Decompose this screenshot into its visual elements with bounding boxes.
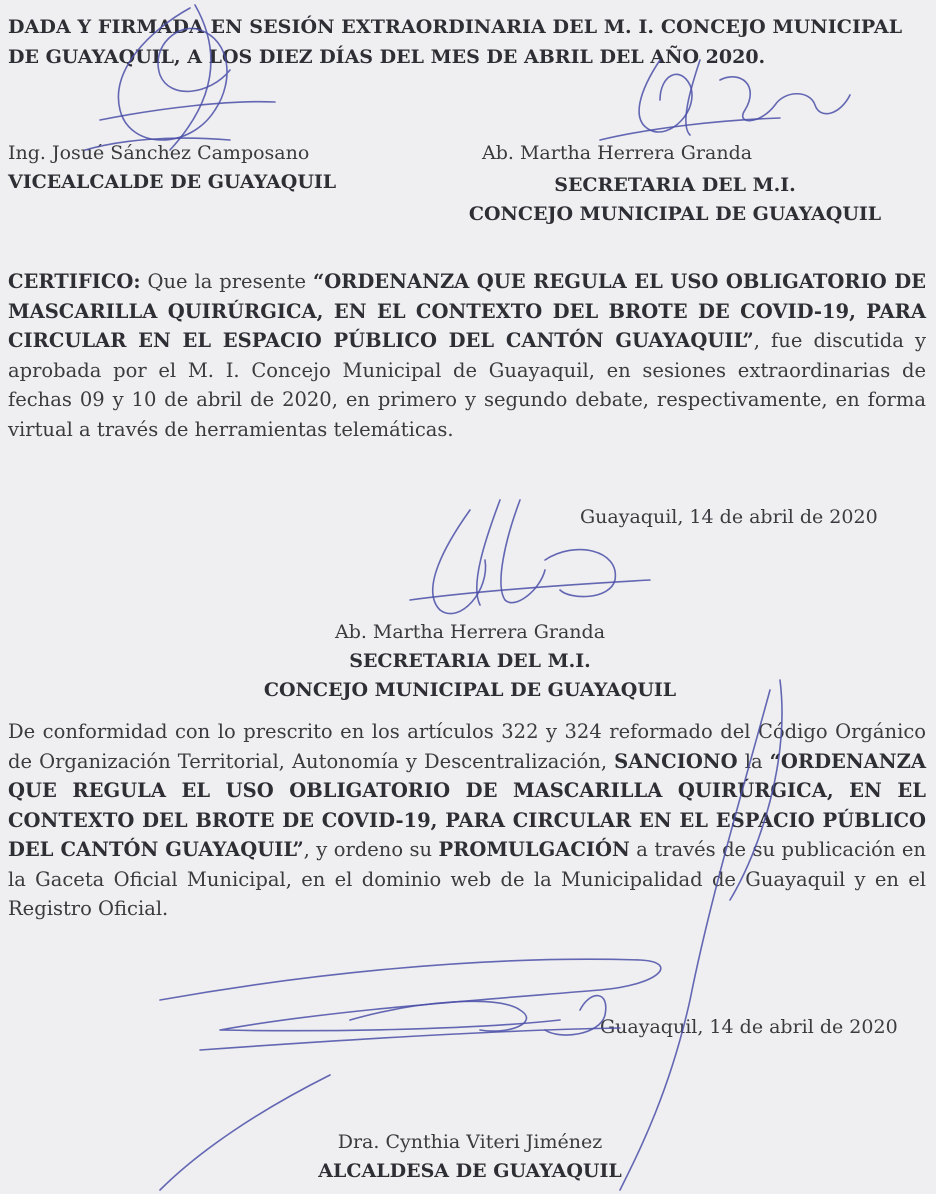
- sanction-paragraph: [8, 717, 926, 924]
- certificate-signer-name: Ab. Martha Herrera Granda: [334, 621, 606, 643]
- sanction-ordinance-title: “ORDENANZA QUE REGULA EL USO OBLIGATORIO DE MASCARILLA QUIRÚRGICA, EN EL CONTEXTO DEL BROTE DE COVID-19, PARA CIRCULAR EN EL ESPACIO PÚBLICO DEL CANTÓN GUAYAQUIL”: [8, 749, 926, 861]
- certificate-signer-title-1: SECRETARIA DEL M.I.: [349, 650, 591, 672]
- certificate-signer-title-2: CONCEJO MUNICIPAL DE GUAYAQUIL: [263, 679, 677, 701]
- sanction-promulgation: PROMULGACIÓN: [438, 838, 630, 861]
- alcaldesa-name: Dra. Cynthia Viteri Jiménez: [337, 1131, 603, 1153]
- header-line-2: DE GUAYAQUIL, A LOS DIEZ DÍAS DEL MES DE ABRIL DEL AÑO 2020.: [8, 46, 766, 68]
- certificate-body: , fue discutida y aprobada por el M. I. Concejo Municipal de Guayaquil, en sesiones extraordinarias de fechas 09 y 10 de abril de 2020, en primero y segundo debate, respectivamente, en forma virtual a través de herramientas telemáticas.: [8, 329, 926, 441]
- sanction-mid: , y ordeno su: [303, 838, 439, 861]
- vicealcalde-name: Ing. Josué Sánchez Camposano: [8, 142, 310, 164]
- secretaria-title-top-1: SECRETARIA DEL M.I.: [554, 174, 796, 196]
- certificate-paragraph: [8, 267, 926, 444]
- sanction-body: a través de su publicación en la Gaceta Oficial Municipal, en el dominio web de la Municipalidad de Guayaquil y en el Registro Oficial.: [8, 838, 926, 920]
- header-line-1: DADA Y FIRMADA EN SESIÓN EXTRAORDINARIA DEL M. I. CONCEJO MUNICIPAL: [8, 16, 903, 38]
- alcaldesa-title: ALCALDESA DE GUAYAQUIL: [318, 1160, 622, 1182]
- sanction-verb: SANCIONO: [614, 749, 738, 773]
- vicealcalde-title: VICEALCALDE DE GUAYAQUIL: [8, 171, 337, 193]
- certificate-label: CERTIFICO:: [8, 270, 141, 293]
- secretaria-title-top-2: CONCEJO MUNICIPAL DE GUAYAQUIL: [468, 203, 882, 225]
- sanction-intro: De conformidad con lo prescrito en los artículos 322 y 324 reformado del Código Orgánico de Organización Territorial, Autonomía y Descentralización,: [8, 720, 926, 773]
- certificate-intro: Que la presente: [140, 270, 313, 293]
- certificate-date: Guayaquil, 14 de abril de 2020: [580, 506, 878, 528]
- sanction-date: Guayaquil, 14 de abril de 2020: [600, 1016, 898, 1038]
- secretaria-name-top: Ab. Martha Herrera Granda: [482, 142, 753, 164]
- sanction-la: la: [737, 749, 770, 773]
- certificate-ordinance-title: “ORDENANZA QUE REGULA EL USO OBLIGATORIO DE MASCARILLA QUIRÚRGICA, EN EL CONTEXTO DEL BROTE DE COVID-19, PARA CIRCULAR EN EL ESPACIO PÚBLICO DEL CANTÓN GUAYAQUIL”: [8, 270, 926, 352]
